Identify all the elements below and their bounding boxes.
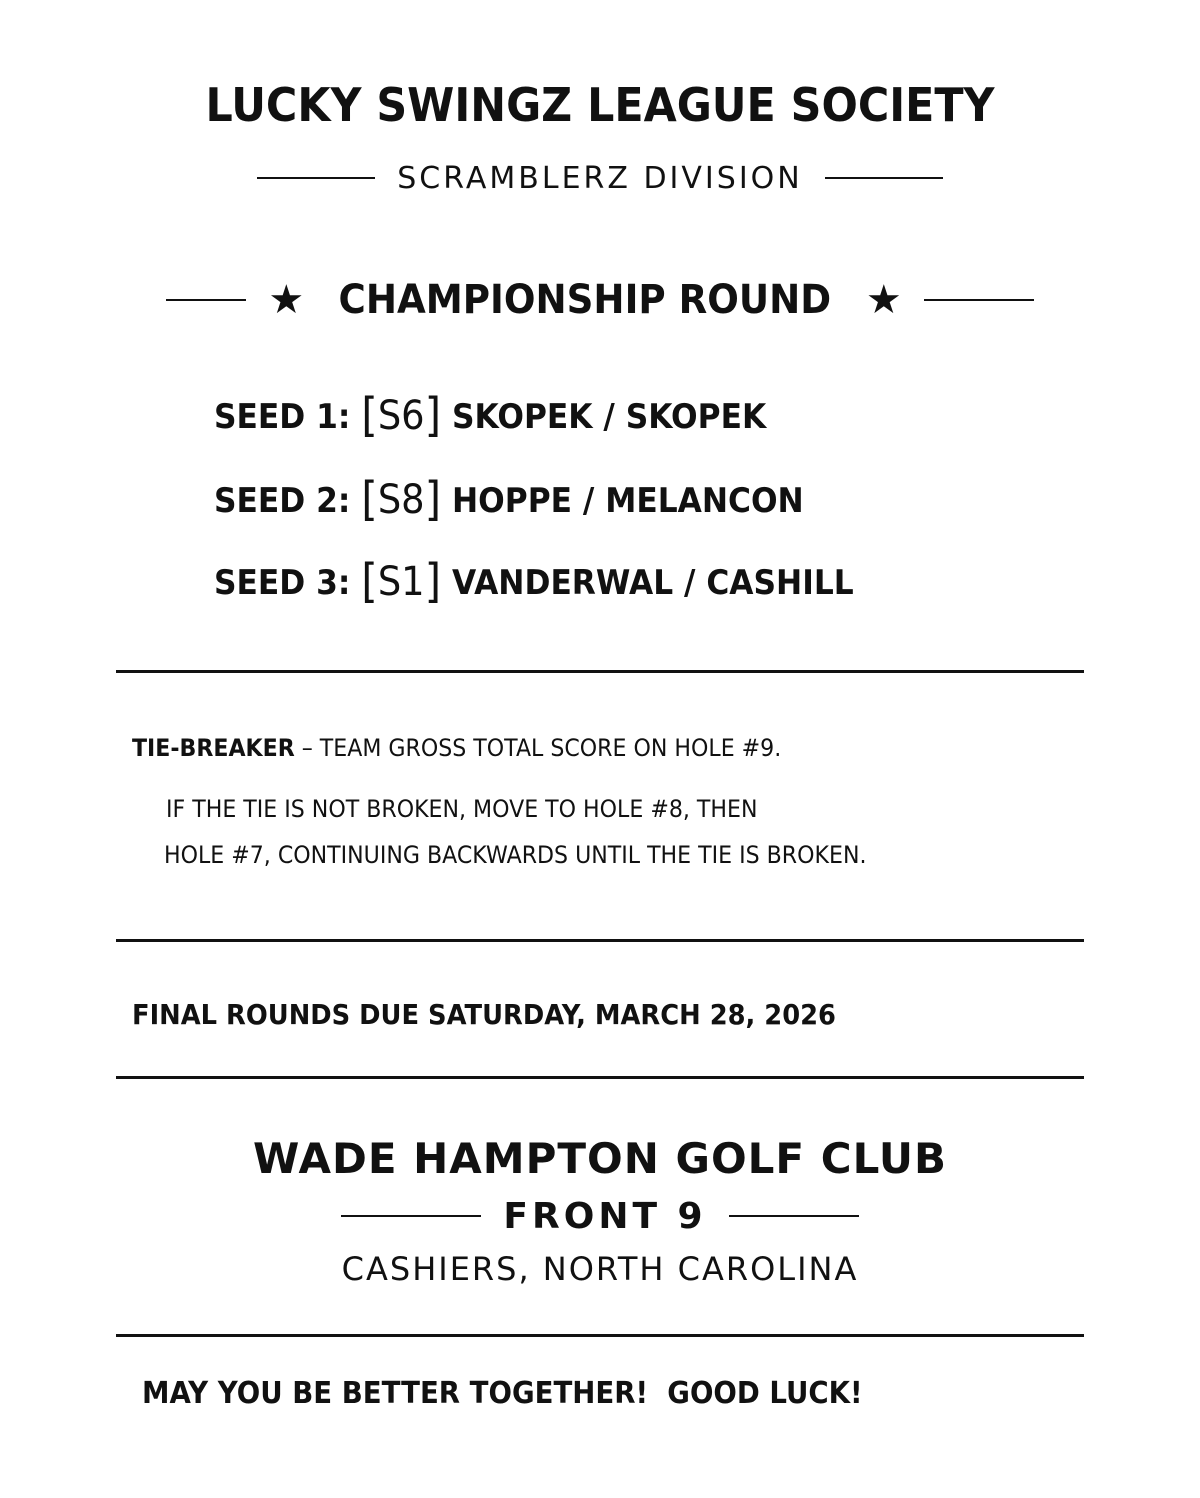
league-title: LUCKY SWINGZ LEAGUE SOCIETY <box>205 78 995 132</box>
division-subtitle: SCRAMBLERZ DIVISION <box>397 160 803 196</box>
bracket-close: ] <box>424 388 442 442</box>
team-names: SKOPEK / SKOPEK <box>452 397 767 437</box>
right-rule <box>924 299 1034 301</box>
left-rule <box>166 299 246 301</box>
deadline-text: FINAL ROUNDS DUE SATURDAY, MARCH 28, 2026 <box>132 998 836 1031</box>
venue-location: CASHIERS, NORTH CAROLINA <box>341 1250 859 1288</box>
venue-name: WADE HAMPTON GOLF CLUB <box>253 1134 947 1183</box>
bracket-open: [ <box>361 554 378 608</box>
star-icon: ★ <box>865 277 902 323</box>
seed-label: SEED 2: <box>214 481 351 521</box>
seed-row <box>214 472 804 526</box>
course-row <box>0 1194 1200 1238</box>
tiebreaker-label: TIE-BREAKER <box>132 734 295 762</box>
team-names: VANDERWAL / CASHILL <box>452 563 854 603</box>
seed-code: S1 <box>377 559 425 605</box>
bracket-close: ] <box>424 554 442 608</box>
seed-code: S8 <box>377 477 425 523</box>
bracket-open: [ <box>361 388 378 442</box>
section-divider <box>116 1076 1084 1079</box>
left-rule <box>341 1215 481 1217</box>
seed-label: SEED 3: <box>214 563 351 603</box>
right-rule <box>825 177 943 179</box>
course-name: FRONT 9 <box>503 1195 707 1237</box>
tiebreaker-separator: – <box>294 734 320 762</box>
championship-heading: CHAMPIONSHIP ROUND <box>338 277 832 323</box>
tiebreaker-line-3: HOLE #7, CONTINUING BACKWARDS UNTIL THE TIE IS BROKEN. <box>164 841 867 869</box>
closing-message: MAY YOU BE BETTER TOGETHER! GOOD LUCK! <box>142 1376 863 1411</box>
bracket-close: ] <box>424 472 442 526</box>
bracket-open: [ <box>361 472 378 526</box>
division-subtitle-row <box>0 158 1200 198</box>
right-rule <box>729 1215 859 1217</box>
tiebreaker-line-1 <box>132 734 781 762</box>
seed-row <box>214 554 854 608</box>
seed-row <box>214 388 766 442</box>
star-icon: ★ <box>268 277 305 323</box>
seed-code: S6 <box>377 393 425 439</box>
section-divider <box>116 1334 1084 1337</box>
section-divider <box>116 670 1084 673</box>
tiebreaker-line-2: IF THE TIE IS NOT BROKEN, MOVE TO HOLE #8, THEN <box>166 795 758 823</box>
tiebreaker-rule: TEAM GROSS TOTAL SCORE ON HOLE #9. <box>319 734 782 762</box>
team-names: HOPPE / MELANCON <box>452 481 804 521</box>
seed-label: SEED 1: <box>214 397 351 437</box>
section-divider <box>116 939 1084 942</box>
left-rule <box>257 177 375 179</box>
championship-heading-row <box>0 272 1200 328</box>
